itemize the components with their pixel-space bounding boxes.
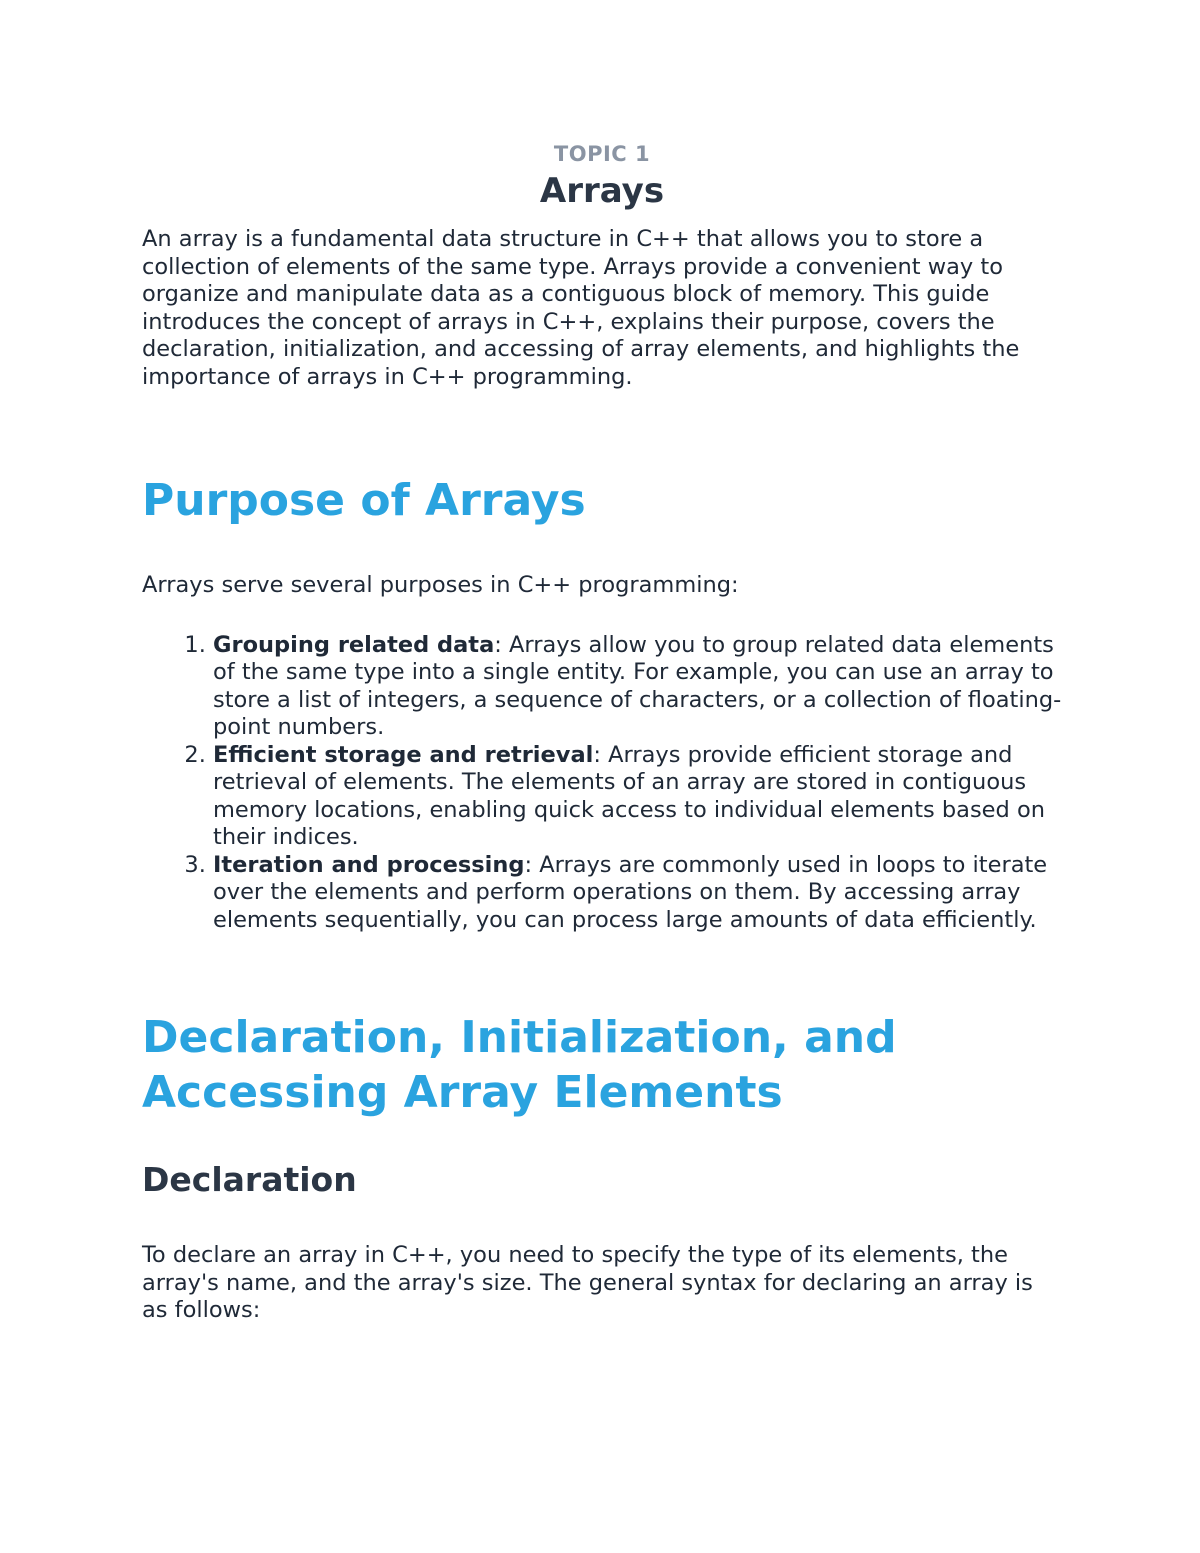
declaration-paragraph: To declare an array in C++, you need to specify the type of its elements, the array's name, and the array's size. The general syntax for declaring an array is as follows: xyxy=(142,1242,1033,1323)
declaration-section-heading: Declaration, Initialization, and Accessing Array Elements xyxy=(142,1012,897,1118)
purpose-list xyxy=(142,632,1062,935)
list-item-term: Efficient storage and retrieval xyxy=(213,741,594,768)
list-item-term: Iteration and processing xyxy=(213,851,525,878)
list-item-text: : Arrays provide efficient storage and retrieval of elements. The elements of an array are stored in contiguous memory locations, enabling quick access to individual elements based on their indices. xyxy=(213,741,1045,850)
purpose-intro: Arrays serve several purposes in C++ programming: xyxy=(142,572,739,598)
purpose-heading: Purpose of Arrays xyxy=(142,475,586,526)
document-page xyxy=(142,140,1062,1325)
list-item xyxy=(213,852,1062,935)
list-item xyxy=(213,632,1062,742)
list-item-term: Grouping related data xyxy=(213,631,495,658)
page-title: Arrays xyxy=(539,171,665,211)
declaration-subheading: Declaration xyxy=(142,1160,357,1199)
list-item xyxy=(213,742,1062,852)
topic-label: TOPIC 1 xyxy=(553,142,651,166)
list-item-text: : Arrays are commonly used in loops to iterate over the elements and perform operations on them. By accessing array elements sequentially, you can process large amounts of data efficiently. xyxy=(213,851,1048,933)
intro-paragraph: An array is a fundamental data structure in C++ that allows you to store a collection of elements of the same type. Arrays provide a convenient way to organize and manipulate data as a contiguous block of memory. This guide introduces the concept of arrays in C++, explains their purpose, covers the declaration, initialization, and accessing of array elements, and highlights the importance of arrays in C++ programming. xyxy=(142,226,1020,390)
list-item-text: : Arrays allow you to group related data elements of the same type into a single entity. For example, you can use an array to store a list of integers, a sequence of characters, or a collection of floating-point numbers. xyxy=(213,631,1062,740)
